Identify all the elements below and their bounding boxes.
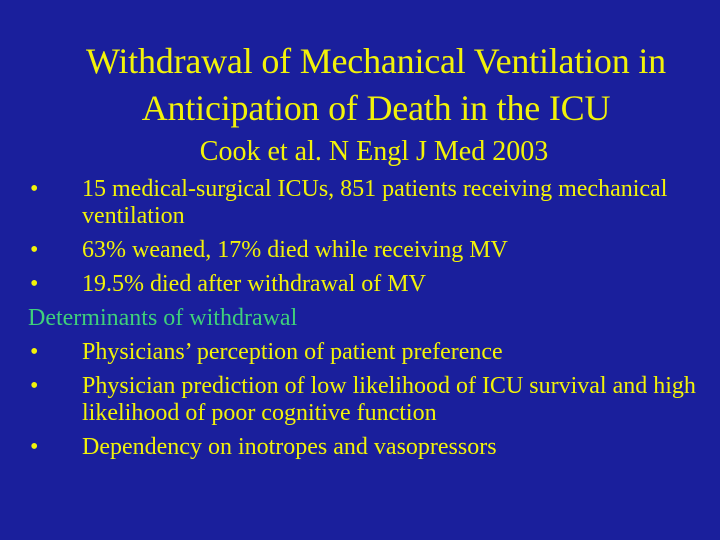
bullet-text: Physician prediction of low likelihood of ICU survival and high likelihood of poor cognitive function: [82, 373, 696, 426]
bullet-text: Dependency on inotropes and vasopressors: [82, 434, 497, 460]
section-heading: Determinants of withdrawal: [28, 305, 298, 331]
bullet-item-inotropes: [28, 434, 708, 461]
bullet-icon: •: [30, 373, 39, 399]
title-line-1: Withdrawal of Mechanical Ventilation in: [86, 41, 666, 81]
bullet-icon: •: [30, 237, 39, 263]
bullet-item-patient-preference: [28, 339, 708, 366]
bullet-icon: •: [30, 339, 39, 365]
bullet-text: 63% weaned, 17% died while receiving MV: [82, 237, 508, 263]
bullet-text: Physicians’ perception of patient preference: [82, 339, 503, 365]
bullet-item-died-after-withdrawal: [28, 271, 708, 298]
bullet-icon: •: [30, 176, 39, 202]
bullet-item-weaned: [28, 237, 708, 264]
bullet-text: 19.5% died after withdrawal of MV: [82, 271, 426, 297]
bullet-icon: •: [30, 271, 39, 297]
slide-body: [28, 176, 708, 468]
bullet-item-icus: [28, 176, 708, 230]
bullet-icon: •: [30, 434, 39, 460]
title-line-2: Anticipation of Death in the ICU: [141, 88, 611, 128]
citation-subtitle: Cook et al. N Engl J Med 2003: [199, 136, 549, 167]
bullet-item-survival-prediction: [28, 373, 708, 427]
bullet-text: 15 medical-surgical ICUs, 851 patients receiving mechanical ventilation: [82, 176, 668, 229]
slide-title: [0, 38, 720, 132]
